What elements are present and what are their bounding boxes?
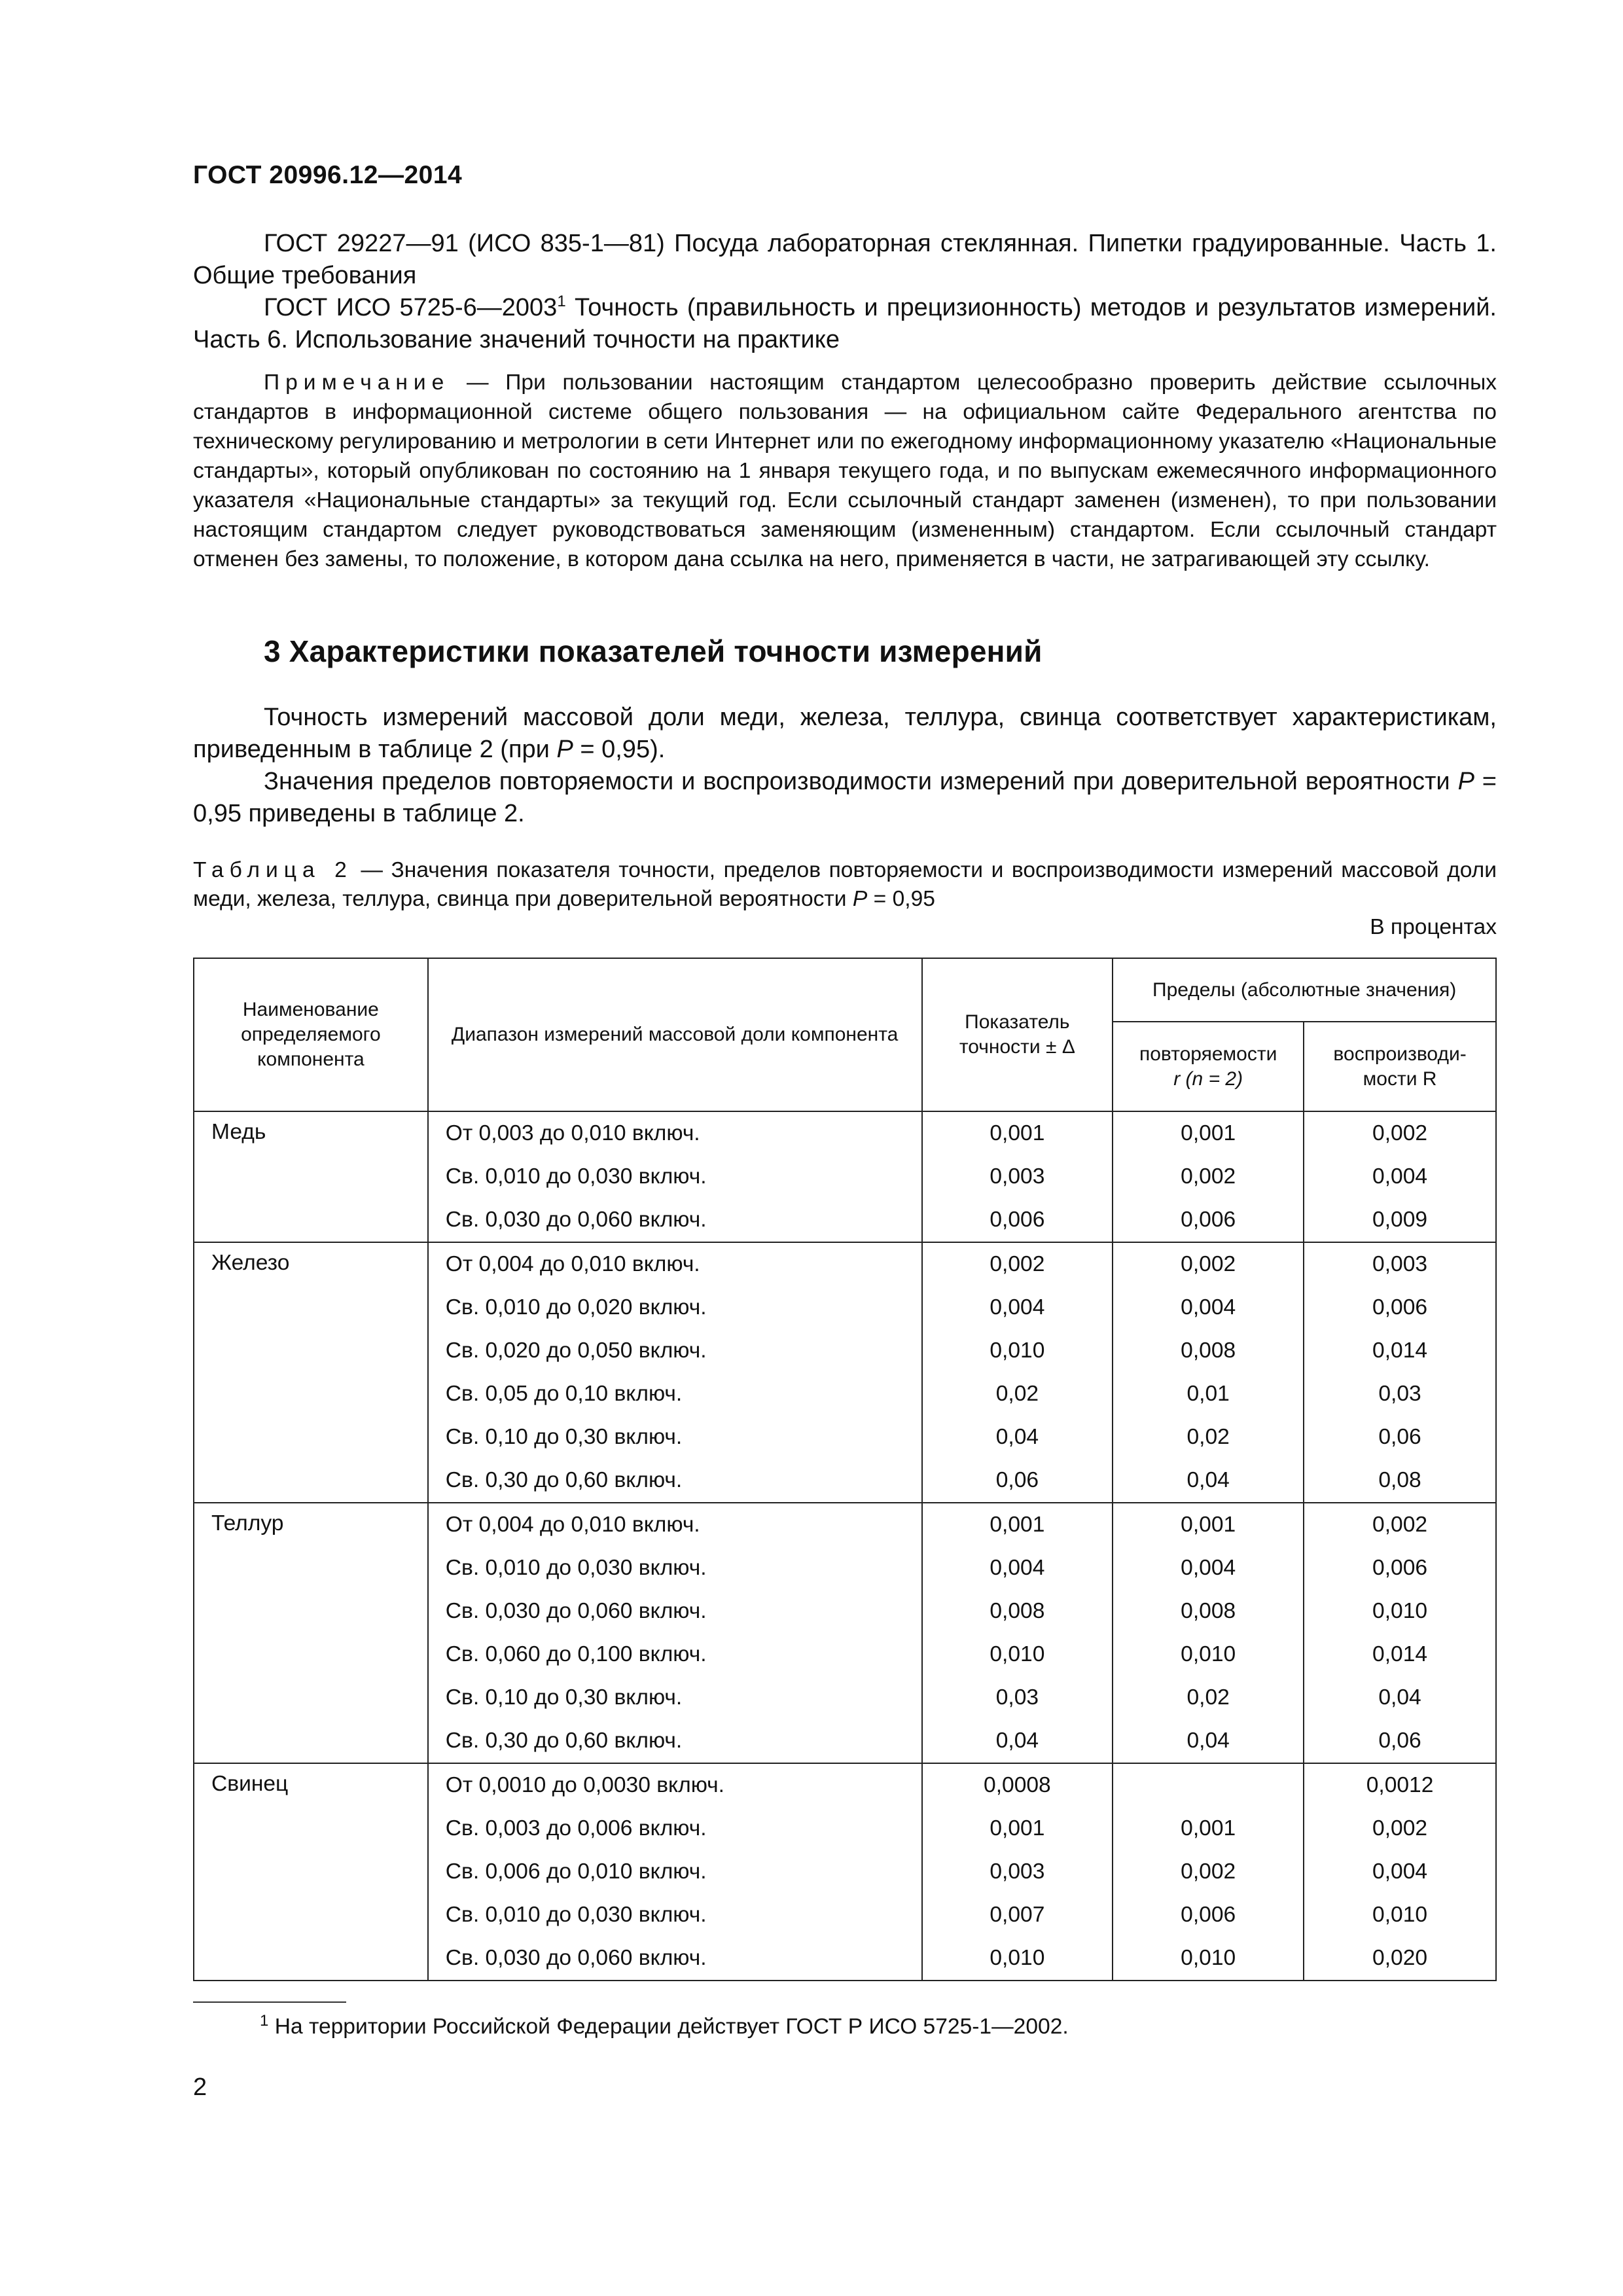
reproducibility-cell: 0,004 [1304, 1850, 1496, 1893]
accuracy-cell: 0,010 [922, 1633, 1113, 1676]
range-cell: Св. 0,05 до 0,10 включ. [428, 1372, 922, 1416]
reproducibility-cell: 0,006 [1304, 1286, 1496, 1329]
repeatability-cell: 0,004 [1113, 1547, 1304, 1590]
range-cell: От 0,003 до 0,010 включ. [428, 1111, 922, 1155]
body-paragraph: Значения пределов повторяемости и воспроизводимости измерений при доверительной вероятности P = 0,95 приведены в таблице 2. [193, 768, 1497, 827]
footnote-marker: 1 [557, 293, 566, 310]
repeatability-cell: 0,010 [1113, 1937, 1304, 1981]
body-paragraph: Точность измерений массовой доли меди, железа, теллура, свинца соответствует характеристикам, приведенным в таблице 2 (при P = 0,95). [193, 704, 1497, 763]
reproducibility-cell: 0,010 [1304, 1893, 1496, 1937]
range-cell: Св. 0,060 до 0,100 включ. [428, 1633, 922, 1676]
accuracy-cell: 0,0008 [922, 1763, 1113, 1807]
accuracy-table [193, 958, 1497, 1981]
accuracy-cell: 0,010 [922, 1937, 1113, 1981]
repeatability-cell [1113, 1763, 1304, 1807]
range-cell: Св. 0,30 до 0,60 включ. [428, 1459, 922, 1503]
accuracy-cell: 0,003 [922, 1850, 1113, 1893]
repeatability-cell: 0,004 [1113, 1286, 1304, 1329]
reproducibility-cell: 0,014 [1304, 1633, 1496, 1676]
range-cell: Св. 0,010 до 0,020 включ. [428, 1286, 922, 1329]
repeatability-cell: 0,002 [1113, 1850, 1304, 1893]
reproducibility-cell: 0,002 [1304, 1503, 1496, 1547]
range-cell: Св. 0,003 до 0,006 включ. [428, 1807, 922, 1850]
reproducibility-cell: 0,0012 [1304, 1763, 1496, 1807]
accuracy-cell: 0,010 [922, 1329, 1113, 1372]
footnote-marker: 1 [260, 2012, 269, 2030]
component-name: Теллур [194, 1503, 428, 1763]
accuracy-cell: 0,03 [922, 1676, 1113, 1719]
repeatability-cell: 0,006 [1113, 1893, 1304, 1937]
table-row [194, 1763, 1496, 1807]
footnote-divider [193, 2001, 346, 2003]
reproducibility-cell: 0,009 [1304, 1198, 1496, 1242]
reproducibility-cell: 0,014 [1304, 1329, 1496, 1372]
section-heading: 3 Характеристики показателей точности измерений [264, 634, 1043, 668]
range-cell: Св. 0,030 до 0,060 включ. [428, 1198, 922, 1242]
range-cell: От 0,0010 до 0,0030 включ. [428, 1763, 922, 1807]
accuracy-cell: 0,007 [922, 1893, 1113, 1937]
accuracy-cell: 0,06 [922, 1459, 1113, 1503]
reproducibility-cell: 0,004 [1304, 1155, 1496, 1198]
range-cell: Св. 0,10 до 0,30 включ. [428, 1416, 922, 1459]
component-name: Медь [194, 1111, 428, 1242]
table-row [194, 1242, 1496, 1286]
component-name: Свинец [194, 1763, 428, 1981]
range-cell: Св. 0,010 до 0,030 включ. [428, 1893, 922, 1937]
reproducibility-cell: 0,04 [1304, 1676, 1496, 1719]
note-paragraph: Примечание — При пользовании настоящим стандартом целесообразно проверить действие ссылочных стандартов в информационной системе общего пользования — на официальном сайте Федерального агентства по техническому регулированию и метрологии в сети Интернет или по ежегодному информационному указателю «Национальные стандарты», который опубликован по состоянию на 1 января текущего года, и по выпускам ежемесячного информационного указателя «Национальные стандарты» за текущий год. Если ссылочный стандарт заменен (изменен), то при пользовании настоящим стандартом следует руководствоваться заменяющим (измененным) стандартом. Если ссылочный стандарт отменен без замены, то положение, в котором дана ссылка на него, применяется в части, не затрагивающей эту ссылку. [193, 370, 1497, 571]
accuracy-cell: 0,001 [922, 1111, 1113, 1155]
accuracy-cell: 0,04 [922, 1416, 1113, 1459]
accuracy-cell: 0,003 [922, 1155, 1113, 1198]
table-caption: Таблица 2 — Значения показателя точности, пределов повторяемости и воспроизводимости измерений массовой доли меди, железа, теллура, свинца при доверительной вероятности P = 0,95 [193, 858, 1497, 911]
accuracy-cell: 0,001 [922, 1807, 1113, 1850]
range-cell: Св. 0,010 до 0,030 включ. [428, 1547, 922, 1590]
reference-item: ГОСТ ИСО 5725-6—2003$^1$ Точность (правильность и прецизионность) методов и результатов измерений. Часть 6. Использование значений точности на практике [193, 293, 1497, 353]
header-range: Диапазон измерений массовой доли компонента [428, 958, 922, 1111]
header-reproducibility: воспроизводи- мости R [1304, 1022, 1496, 1111]
repeatability-cell: 0,002 [1113, 1155, 1304, 1198]
table-label: Таблица 2 [193, 858, 353, 882]
reproducibility-cell: 0,03 [1304, 1372, 1496, 1416]
repeatability-cell: 0,002 [1113, 1242, 1304, 1286]
range-cell: Св. 0,020 до 0,050 включ. [428, 1329, 922, 1372]
range-cell: От 0,004 до 0,010 включ. [428, 1503, 922, 1547]
section-body [193, 702, 1497, 830]
repeatability-cell: 0,04 [1113, 1459, 1304, 1503]
unit-note: В процентах [1370, 915, 1497, 939]
range-cell: Св. 0,030 до 0,060 включ. [428, 1937, 922, 1981]
page-number: 2 [193, 2073, 207, 2101]
repeatability-cell: 0,02 [1113, 1416, 1304, 1459]
range-cell: Св. 0,010 до 0,030 включ. [428, 1155, 922, 1198]
component-name: Железо [194, 1242, 428, 1503]
reproducibility-cell: 0,010 [1304, 1590, 1496, 1633]
reproducibility-cell: 0,003 [1304, 1242, 1496, 1286]
repeatability-cell: 0,001 [1113, 1503, 1304, 1547]
repeatability-cell: 0,04 [1113, 1719, 1304, 1763]
footnote: $^1$ На территории Российской Федерации действует ГОСТ Р ИСО 5725-1—2002. [260, 2012, 1069, 2039]
reproducibility-cell: 0,020 [1304, 1937, 1496, 1981]
header-accuracy: Показатель точности ± Δ [922, 958, 1113, 1111]
range-cell: Св. 0,030 до 0,060 включ. [428, 1590, 922, 1633]
range-cell: Св. 0,006 до 0,010 включ. [428, 1850, 922, 1893]
accuracy-cell: 0,02 [922, 1372, 1113, 1416]
document-header: ГОСТ 20996.12—2014 [193, 161, 463, 189]
accuracy-cell: 0,008 [922, 1590, 1113, 1633]
table-row [194, 1503, 1496, 1547]
repeatability-cell: 0,01 [1113, 1372, 1304, 1416]
header-component: Наименование определяемого компонента [194, 958, 428, 1111]
accuracy-cell: 0,006 [922, 1198, 1113, 1242]
table-body [194, 1111, 1496, 1981]
reproducibility-cell: 0,002 [1304, 1807, 1496, 1850]
header-limits: Пределы (абсолютные значения) [1113, 958, 1496, 1022]
accuracy-cell: 0,004 [922, 1286, 1113, 1329]
header-repeatability: повторяемости r (n = 2) [1113, 1022, 1304, 1111]
range-cell: Св. 0,30 до 0,60 включ. [428, 1719, 922, 1763]
repeatability-cell: 0,006 [1113, 1198, 1304, 1242]
repeatability-cell: 0,02 [1113, 1676, 1304, 1719]
note-label: Примечание [264, 370, 450, 395]
accuracy-cell: 0,001 [922, 1503, 1113, 1547]
reproducibility-cell: 0,002 [1304, 1111, 1496, 1155]
repeatability-cell: 0,001 [1113, 1807, 1304, 1850]
normative-references [193, 228, 1497, 356]
reference-item: ГОСТ 29227—91 (ИСО 835-1—81) Посуда лабораторная стеклянная. Пипетки градуированные. Часть 1. Общие требования [193, 230, 1497, 289]
accuracy-cell: 0,004 [922, 1547, 1113, 1590]
accuracy-cell: 0,002 [922, 1242, 1113, 1286]
range-cell: От 0,004 до 0,010 включ. [428, 1242, 922, 1286]
reproducibility-cell: 0,06 [1304, 1719, 1496, 1763]
reproducibility-cell: 0,06 [1304, 1416, 1496, 1459]
repeatability-cell: 0,008 [1113, 1329, 1304, 1372]
repeatability-cell: 0,001 [1113, 1111, 1304, 1155]
reproducibility-cell: 0,08 [1304, 1459, 1496, 1503]
repeatability-cell: 0,010 [1113, 1633, 1304, 1676]
table-row [194, 1111, 1496, 1155]
range-cell: Св. 0,10 до 0,30 включ. [428, 1676, 922, 1719]
repeatability-cell: 0,008 [1113, 1590, 1304, 1633]
reproducibility-cell: 0,006 [1304, 1547, 1496, 1590]
accuracy-cell: 0,04 [922, 1719, 1113, 1763]
